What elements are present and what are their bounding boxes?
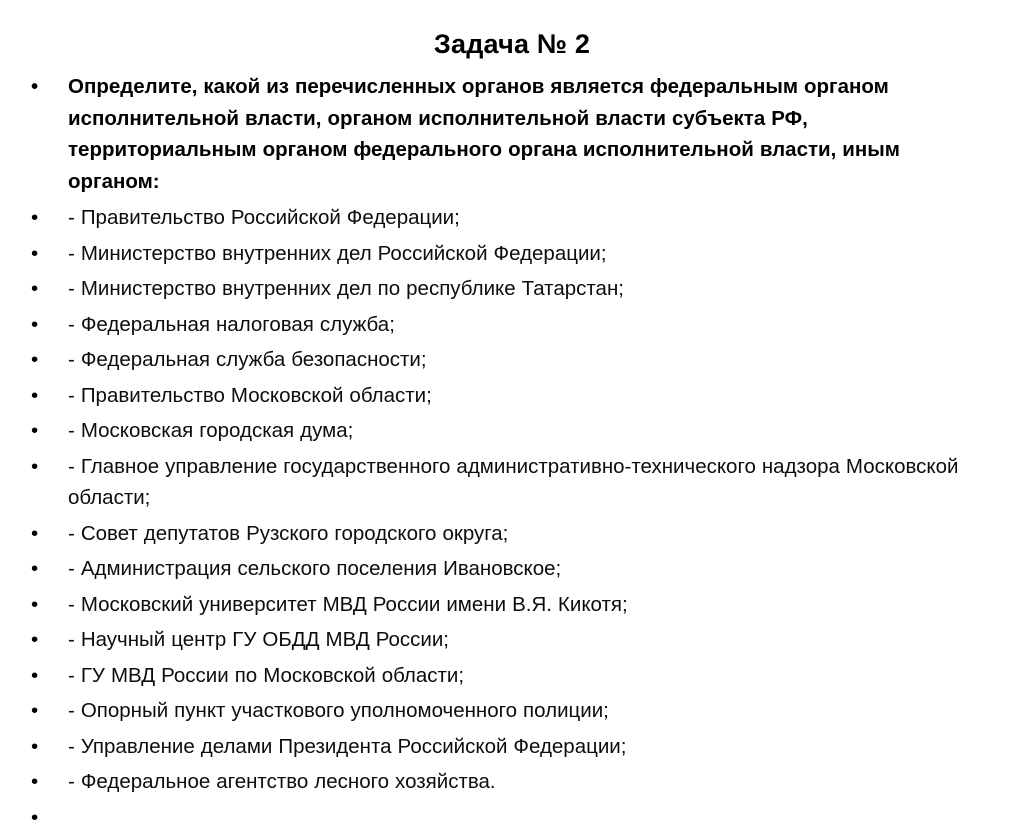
list-item-label: - Московский университет МВД России имени В.Я. Кикотя; xyxy=(68,592,628,616)
list-item-label: - Федеральная налоговая служба; xyxy=(68,312,395,336)
list-item-label: Определите, какой из перечисленных органов является федеральным органом исполнительной власти, органом исполнительной власти субъекта РФ, территориальным органом федерального органа исполнительной власти, иным органом: xyxy=(68,75,900,193)
list-item-label: - ГУ МВД России по Московской области; xyxy=(68,663,465,687)
list-item-label: - Правительство Московской области; xyxy=(68,383,432,407)
bullet-marker-icon: • xyxy=(31,521,39,545)
list-item-label: - Администрация сельского поселения Ивановское; xyxy=(68,557,562,580)
list-item xyxy=(20,624,1004,656)
list-item xyxy=(20,518,1004,550)
list-item xyxy=(20,71,1004,197)
list-item xyxy=(20,238,1004,270)
list-item-label: - Главное управление государственного административно-технического надзора Московской области; xyxy=(68,454,959,509)
list-item-label: - Федеральная служба безопасности; xyxy=(68,348,427,371)
list-item xyxy=(20,553,1004,585)
list-item-empty xyxy=(20,802,1004,834)
bullet-marker-icon: • xyxy=(31,592,39,616)
list-item-label xyxy=(68,802,1004,834)
page-title: Задача № 2 xyxy=(433,29,591,59)
list-item xyxy=(20,273,1004,305)
bullet-marker-icon: • xyxy=(31,805,39,829)
bullet-marker-icon: • xyxy=(31,348,39,371)
list-item xyxy=(20,344,1004,376)
list-item xyxy=(20,589,1004,621)
list-item-label: - Московская городская дума; xyxy=(68,419,354,442)
list-item xyxy=(20,660,1004,692)
list-item-label: - Федеральное агентство лесного хозяйства. xyxy=(68,770,496,793)
bullet-marker-icon: • xyxy=(31,454,39,478)
bullet-marker-icon: • xyxy=(31,770,39,793)
list-item-label: - Управление делами Президента Российской Федерации; xyxy=(68,734,627,758)
list-item xyxy=(20,380,1004,412)
list-item-label: - Правительство Российской Федерации; xyxy=(68,206,460,229)
bullet-list xyxy=(20,71,1004,837)
list-item-label: - Министерство внутренних дел Российской Федерации; xyxy=(68,241,607,265)
bullet-marker-icon: • xyxy=(31,699,39,722)
bullet-marker-icon: • xyxy=(31,419,39,442)
list-item-label: - Научный центр ГУ ОБДД МВД России; xyxy=(68,628,449,651)
bullet-marker-icon: • xyxy=(31,277,39,300)
list-item-label: - Совет депутатов Рузского городского округа; xyxy=(68,521,509,545)
bullet-marker-icon: • xyxy=(31,312,39,336)
bullet-marker-icon: • xyxy=(31,241,39,265)
list-item-label: - Опорный пункт участкового уполномоченного полиции; xyxy=(68,699,609,722)
list-item xyxy=(20,695,1004,727)
bullet-marker-icon: • xyxy=(31,734,39,758)
bullet-marker-icon: • xyxy=(31,206,39,229)
list-item xyxy=(20,202,1004,234)
list-item xyxy=(20,451,1004,514)
list-item xyxy=(20,731,1004,763)
list-item-label: - Министерство внутренних дел по республике Татарстан; xyxy=(68,277,624,300)
bullet-marker-icon: • xyxy=(31,663,39,687)
bullet-marker-icon: • xyxy=(31,75,39,98)
bullet-marker-icon: • xyxy=(31,628,39,651)
list-item xyxy=(20,309,1004,341)
list-item xyxy=(20,766,1004,798)
bullet-marker-icon: • xyxy=(31,383,39,407)
list-item xyxy=(20,415,1004,447)
bullet-marker-icon: • xyxy=(31,557,39,580)
